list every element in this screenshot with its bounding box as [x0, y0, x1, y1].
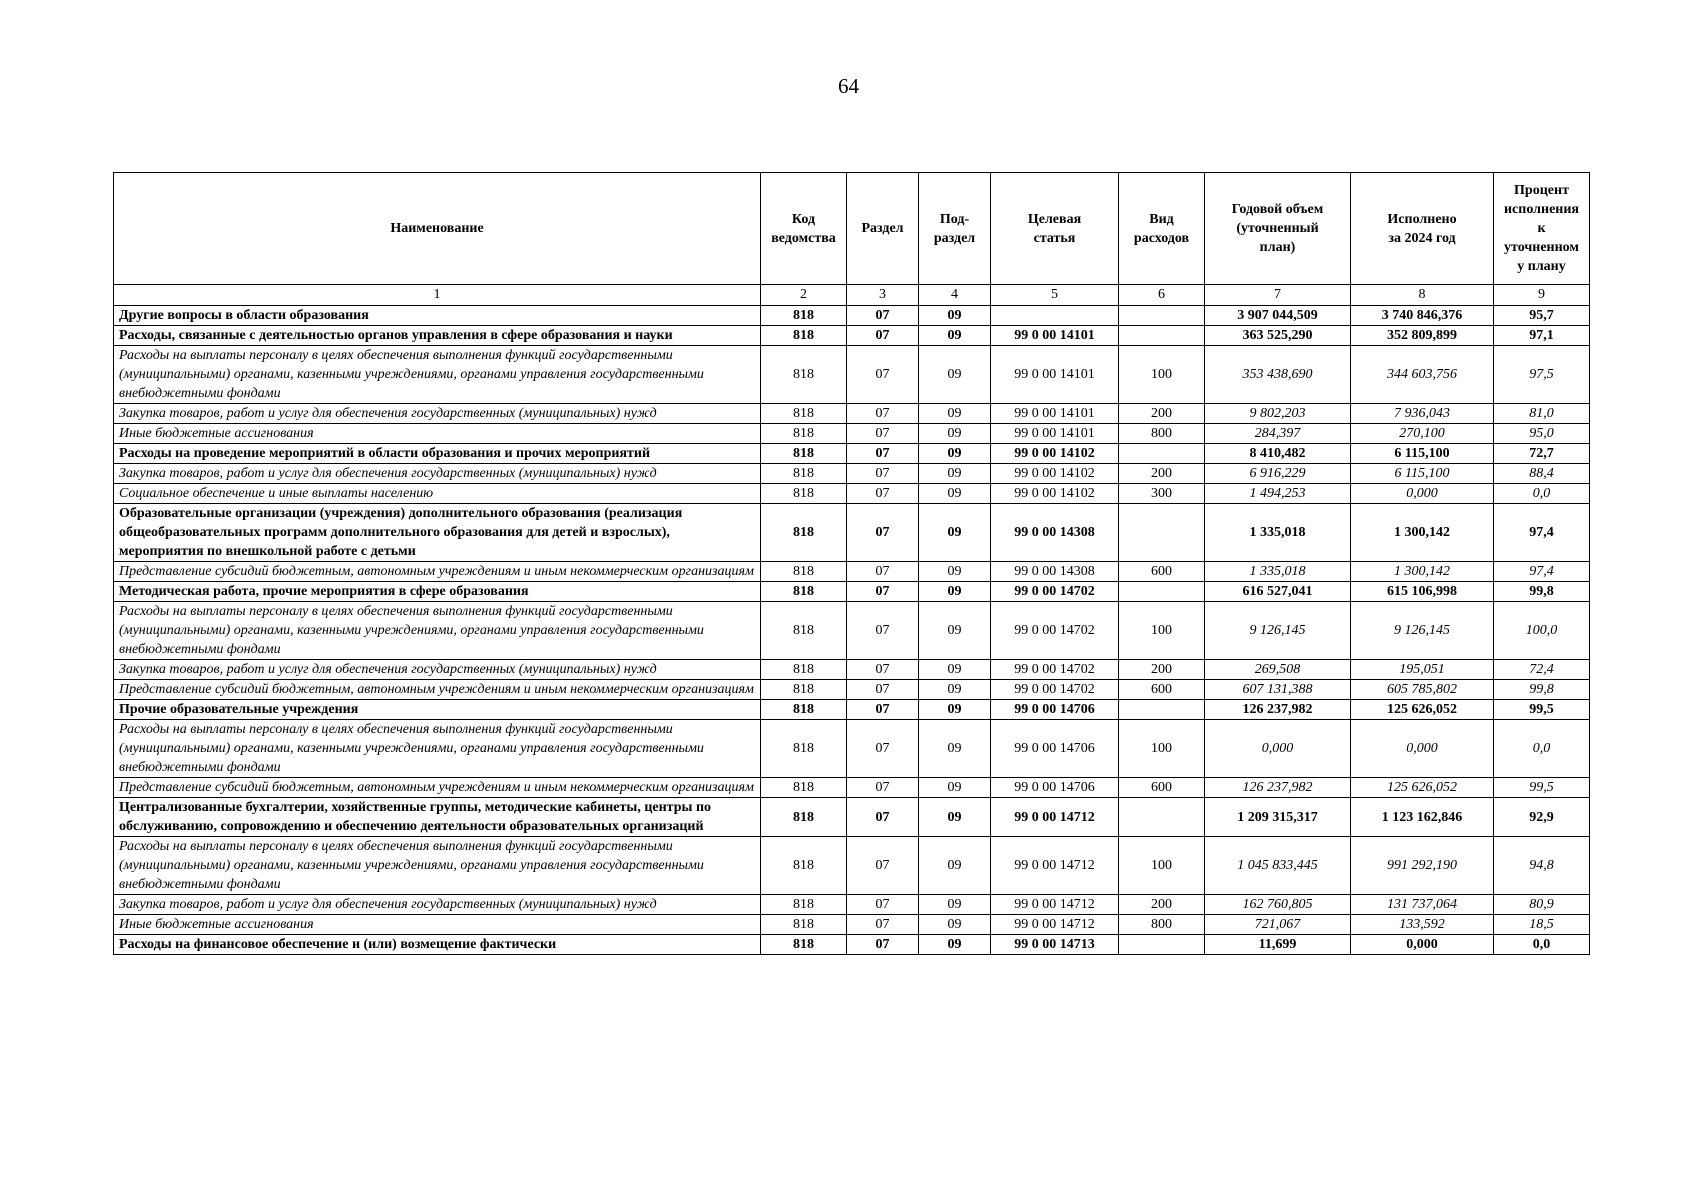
cell-kind [1119, 935, 1205, 955]
cell-subsection: 09 [919, 602, 991, 660]
cell-kind: 600 [1119, 680, 1205, 700]
cell-subsection: 09 [919, 562, 991, 582]
header-percent [1494, 173, 1590, 285]
cell-subsection: 09 [919, 464, 991, 484]
header-line: к [1537, 221, 1546, 236]
cell-percent: 100,0 [1494, 602, 1590, 660]
cell-section: 07 [847, 346, 919, 404]
cell-plan: 9 802,203 [1205, 404, 1351, 424]
cell-executed: 7 936,043 [1351, 404, 1494, 424]
cell-target: 99 0 00 14101 [991, 326, 1119, 346]
cell-percent: 88,4 [1494, 464, 1590, 484]
cell-plan: 1 335,018 [1205, 562, 1351, 582]
cell-section: 07 [847, 700, 919, 720]
cell-kind [1119, 700, 1205, 720]
cell-name: Закупка товаров, работ и услуг для обеспечения государственных (муниципальных) нужд [114, 660, 761, 680]
cell-dept-code: 818 [761, 562, 847, 582]
table-row [114, 444, 1590, 464]
cell-section: 07 [847, 424, 919, 444]
cell-target: 99 0 00 14712 [991, 915, 1119, 935]
cell-percent: 95,7 [1494, 306, 1590, 326]
cell-target: 99 0 00 14308 [991, 504, 1119, 562]
cell-name: Закупка товаров, работ и услуг для обеспечения государственных (муниципальных) нужд [114, 895, 761, 915]
cell-name: Расходы, связанные с деятельностью органов управления в сфере образования и науки [114, 326, 761, 346]
cell-target: 99 0 00 14102 [991, 484, 1119, 504]
cell-subsection: 09 [919, 798, 991, 837]
header-line: Исполнено [1387, 211, 1457, 227]
cell-section: 07 [847, 660, 919, 680]
cell-subsection: 09 [919, 326, 991, 346]
cell-plan: 3 907 044,509 [1205, 306, 1351, 326]
table-row [114, 504, 1590, 562]
header-line: план) [1259, 240, 1296, 255]
cell-kind [1119, 798, 1205, 837]
column-number: 5 [991, 285, 1119, 306]
cell-percent: 0,0 [1494, 720, 1590, 778]
cell-subsection: 09 [919, 700, 991, 720]
table-body [114, 306, 1590, 955]
cell-plan: 8 410,482 [1205, 444, 1351, 464]
cell-subsection: 09 [919, 484, 991, 504]
cell-section: 07 [847, 562, 919, 582]
table-row [114, 346, 1590, 404]
cell-subsection: 09 [919, 720, 991, 778]
cell-subsection: 09 [919, 660, 991, 680]
cell-dept-code: 818 [761, 720, 847, 778]
cell-percent: 95,0 [1494, 424, 1590, 444]
header-line: раздел [933, 230, 976, 246]
cell-target: 99 0 00 14702 [991, 602, 1119, 660]
cell-target [991, 306, 1119, 326]
cell-kind [1119, 306, 1205, 326]
header-line: расходов [1133, 230, 1190, 246]
cell-executed: 125 626,052 [1351, 700, 1494, 720]
cell-target: 99 0 00 14702 [991, 582, 1119, 602]
table-row [114, 484, 1590, 504]
cell-subsection: 09 [919, 680, 991, 700]
cell-name: Представление субсидий бюджетным, автономным учреждениям и иным некоммерческим организациям [114, 680, 761, 700]
cell-executed: 1 300,142 [1351, 562, 1494, 582]
cell-section: 07 [847, 837, 919, 895]
cell-percent: 97,4 [1494, 562, 1590, 582]
header-annual-plan [1205, 173, 1351, 285]
cell-subsection: 09 [919, 306, 991, 326]
cell-section: 07 [847, 444, 919, 464]
cell-section: 07 [847, 798, 919, 837]
cell-target: 99 0 00 14712 [991, 798, 1119, 837]
cell-name: Закупка товаров, работ и услуг для обеспечения государственных (муниципальных) нужд [114, 404, 761, 424]
cell-name: Расходы на выплаты персоналу в целях обеспечения выполнения функций государственными (муниципальными) органами, казенными учреждениями, органами управления государственными внебюджетными фондами [114, 720, 761, 778]
cell-percent: 99,5 [1494, 778, 1590, 798]
cell-executed: 131 737,064 [1351, 895, 1494, 915]
cell-target: 99 0 00 14712 [991, 895, 1119, 915]
cell-executed: 9 126,145 [1351, 602, 1494, 660]
cell-target: 99 0 00 14706 [991, 720, 1119, 778]
table-row [114, 660, 1590, 680]
cell-section: 07 [847, 680, 919, 700]
cell-executed: 6 115,100 [1351, 444, 1494, 464]
table-row [114, 915, 1590, 935]
cell-kind: 200 [1119, 404, 1205, 424]
cell-plan: 616 527,041 [1205, 582, 1351, 602]
cell-name: Расходы на финансовое обеспечение и (или) возмещение фактически [114, 935, 761, 955]
header-line: уточненном [1504, 240, 1579, 255]
table-row [114, 680, 1590, 700]
cell-kind: 600 [1119, 778, 1205, 798]
cell-target: 99 0 00 14712 [991, 837, 1119, 895]
column-number: 9 [1494, 285, 1590, 306]
table-row [114, 464, 1590, 484]
cell-section: 07 [847, 602, 919, 660]
cell-name: Прочие образовательные учреждения [114, 700, 761, 720]
cell-kind [1119, 582, 1205, 602]
header-line: Под- [939, 211, 970, 227]
header-line: исполнения [1503, 202, 1579, 217]
cell-plan: 11,699 [1205, 935, 1351, 955]
cell-section: 07 [847, 895, 919, 915]
table-row [114, 798, 1590, 837]
cell-section: 07 [847, 720, 919, 778]
cell-subsection: 09 [919, 582, 991, 602]
cell-name: Представление субсидий бюджетным, автономным учреждениям и иным некоммерческим организациям [114, 562, 761, 582]
column-number: 3 [847, 285, 919, 306]
cell-plan: 269,508 [1205, 660, 1351, 680]
cell-executed: 615 106,998 [1351, 582, 1494, 602]
header-name: Наименование [114, 173, 761, 285]
cell-subsection: 09 [919, 444, 991, 464]
cell-dept-code: 818 [761, 798, 847, 837]
cell-kind: 600 [1119, 562, 1205, 582]
cell-executed: 133,592 [1351, 915, 1494, 935]
cell-dept-code: 818 [761, 680, 847, 700]
header-line: у плану [1517, 259, 1566, 274]
cell-subsection: 09 [919, 895, 991, 915]
cell-plan: 6 916,229 [1205, 464, 1351, 484]
table-row [114, 404, 1590, 424]
column-number: 4 [919, 285, 991, 306]
cell-subsection: 09 [919, 404, 991, 424]
cell-target: 99 0 00 14706 [991, 778, 1119, 798]
cell-subsection: 09 [919, 778, 991, 798]
cell-dept-code: 818 [761, 444, 847, 464]
cell-percent: 99,8 [1494, 582, 1590, 602]
cell-executed: 991 292,190 [1351, 837, 1494, 895]
cell-percent: 97,5 [1494, 346, 1590, 404]
column-number: 6 [1119, 285, 1205, 306]
column-number: 7 [1205, 285, 1351, 306]
cell-kind [1119, 504, 1205, 562]
cell-percent: 80,9 [1494, 895, 1590, 915]
cell-plan: 1 209 315,317 [1205, 798, 1351, 837]
cell-kind: 100 [1119, 837, 1205, 895]
table-row [114, 602, 1590, 660]
cell-name: Иные бюджетные ассигнования [114, 915, 761, 935]
cell-executed: 195,051 [1351, 660, 1494, 680]
cell-kind [1119, 444, 1205, 464]
cell-executed: 605 785,802 [1351, 680, 1494, 700]
cell-executed: 0,000 [1351, 720, 1494, 778]
cell-name: Закупка товаров, работ и услуг для обеспечения государственных (муниципальных) нужд [114, 464, 761, 484]
cell-section: 07 [847, 404, 919, 424]
cell-executed: 3 740 846,376 [1351, 306, 1494, 326]
cell-percent: 0,0 [1494, 935, 1590, 955]
cell-dept-code: 818 [761, 484, 847, 504]
table-row [114, 306, 1590, 326]
header-line: Вид [1149, 211, 1174, 227]
cell-dept-code: 818 [761, 660, 847, 680]
cell-executed: 352 809,899 [1351, 326, 1494, 346]
header-line: Целевая [1027, 211, 1082, 227]
column-number: 8 [1351, 285, 1494, 306]
cell-dept-code: 818 [761, 935, 847, 955]
cell-kind: 200 [1119, 464, 1205, 484]
cell-target: 99 0 00 14702 [991, 680, 1119, 700]
table-row [114, 935, 1590, 955]
cell-section: 07 [847, 915, 919, 935]
cell-percent: 18,5 [1494, 915, 1590, 935]
cell-percent: 99,5 [1494, 700, 1590, 720]
cell-percent: 72,7 [1494, 444, 1590, 464]
cell-percent: 97,1 [1494, 326, 1590, 346]
cell-name: Иные бюджетные ассигнования [114, 424, 761, 444]
cell-section: 07 [847, 778, 919, 798]
cell-plan: 353 438,690 [1205, 346, 1351, 404]
cell-target: 99 0 00 14102 [991, 464, 1119, 484]
header-line: (уточненный [1236, 221, 1319, 236]
page-number: 64 [838, 74, 859, 98]
header-line: статья [1033, 230, 1076, 246]
header-line: Процент [1514, 183, 1569, 198]
table-row [114, 720, 1590, 778]
cell-name: Другие вопросы в области образования [114, 306, 761, 326]
cell-name: Образовательные организации (учреждения) дополнительного образования (реализация общеобразовательных программ дополнительного образования для детей и взрослых), мероприятия по внешкольной работе с детьми [114, 504, 761, 562]
cell-kind: 800 [1119, 915, 1205, 935]
cell-name: Расходы на выплаты персоналу в целях обеспечения выполнения функций государственными (муниципальными) органами, казенными учреждениями, органами управления государственными внебюджетными фондами [114, 837, 761, 895]
cell-name: Расходы на проведение мероприятий в области образования и прочих мероприятий [114, 444, 761, 464]
cell-plan: 1 494,253 [1205, 484, 1351, 504]
header-target [991, 173, 1119, 285]
header-line: Код [791, 211, 816, 227]
cell-name: Методическая работа, прочие мероприятия в сфере образования [114, 582, 761, 602]
cell-dept-code: 818 [761, 326, 847, 346]
cell-section: 07 [847, 504, 919, 562]
cell-kind: 100 [1119, 720, 1205, 778]
cell-dept-code: 818 [761, 915, 847, 935]
column-number-row [114, 285, 1590, 306]
cell-plan: 721,067 [1205, 915, 1351, 935]
cell-plan: 1 045 833,445 [1205, 837, 1351, 895]
cell-kind: 300 [1119, 484, 1205, 504]
cell-plan: 9 126,145 [1205, 602, 1351, 660]
cell-section: 07 [847, 306, 919, 326]
cell-percent: 81,0 [1494, 404, 1590, 424]
cell-plan: 607 131,388 [1205, 680, 1351, 700]
cell-name: Представление субсидий бюджетным, автономным учреждениям и иным некоммерческим организациям [114, 778, 761, 798]
cell-name: Социальное обеспечение и иные выплаты населению [114, 484, 761, 504]
cell-percent: 72,4 [1494, 660, 1590, 680]
header-dept-code [761, 173, 847, 285]
cell-subsection: 09 [919, 504, 991, 562]
cell-percent: 99,8 [1494, 680, 1590, 700]
cell-kind [1119, 326, 1205, 346]
cell-kind: 100 [1119, 602, 1205, 660]
header-subsection [919, 173, 991, 285]
cell-section: 07 [847, 935, 919, 955]
cell-plan: 1 335,018 [1205, 504, 1351, 562]
cell-executed: 1 300,142 [1351, 504, 1494, 562]
cell-subsection: 09 [919, 837, 991, 895]
cell-target: 99 0 00 14308 [991, 562, 1119, 582]
header-kind [1119, 173, 1205, 285]
cell-kind: 200 [1119, 660, 1205, 680]
cell-percent: 97,4 [1494, 504, 1590, 562]
cell-subsection: 09 [919, 346, 991, 404]
table-row [114, 895, 1590, 915]
cell-executed: 125 626,052 [1351, 778, 1494, 798]
cell-dept-code: 818 [761, 404, 847, 424]
table-row [114, 424, 1590, 444]
cell-target: 99 0 00 14101 [991, 424, 1119, 444]
cell-dept-code: 818 [761, 424, 847, 444]
cell-section: 07 [847, 484, 919, 504]
cell-executed: 0,000 [1351, 935, 1494, 955]
cell-dept-code: 818 [761, 895, 847, 915]
table-row [114, 778, 1590, 798]
header-line: Годовой объем [1231, 202, 1324, 217]
table-row [114, 700, 1590, 720]
cell-dept-code: 818 [761, 346, 847, 404]
cell-executed: 344 603,756 [1351, 346, 1494, 404]
cell-plan: 363 525,290 [1205, 326, 1351, 346]
header-line: за 2024 год [1388, 230, 1456, 246]
header-executed [1351, 173, 1494, 285]
cell-subsection: 09 [919, 915, 991, 935]
cell-plan: 162 760,805 [1205, 895, 1351, 915]
cell-plan: 126 237,982 [1205, 700, 1351, 720]
cell-executed: 1 123 162,846 [1351, 798, 1494, 837]
cell-plan: 126 237,982 [1205, 778, 1351, 798]
column-number: 1 [114, 285, 761, 306]
header-line: ведомства [771, 230, 836, 246]
table-row [114, 582, 1590, 602]
column-number: 2 [761, 285, 847, 306]
table-row [114, 326, 1590, 346]
cell-target: 99 0 00 14713 [991, 935, 1119, 955]
budget-table [113, 172, 1590, 955]
cell-target: 99 0 00 14101 [991, 346, 1119, 404]
cell-percent: 94,8 [1494, 837, 1590, 895]
cell-section: 07 [847, 582, 919, 602]
cell-dept-code: 818 [761, 504, 847, 562]
cell-section: 07 [847, 464, 919, 484]
cell-name: Расходы на выплаты персоналу в целях обеспечения выполнения функций государственными (муниципальными) органами, казенными учреждениями, органами управления государственными внебюджетными фондами [114, 346, 761, 404]
cell-target: 99 0 00 14702 [991, 660, 1119, 680]
cell-section: 07 [847, 326, 919, 346]
cell-target: 99 0 00 14706 [991, 700, 1119, 720]
cell-percent: 92,9 [1494, 798, 1590, 837]
cell-dept-code: 818 [761, 602, 847, 660]
cell-executed: 0,000 [1351, 484, 1494, 504]
cell-subsection: 09 [919, 935, 991, 955]
cell-plan: 284,397 [1205, 424, 1351, 444]
cell-name: Централизованные бухгалтерии, хозяйственные группы, методические кабинеты, центры по обслуживанию, сопровождению и обеспечению деятельности образовательных организаций [114, 798, 761, 837]
cell-target: 99 0 00 14101 [991, 404, 1119, 424]
cell-target: 99 0 00 14102 [991, 444, 1119, 464]
cell-percent: 0,0 [1494, 484, 1590, 504]
cell-dept-code: 818 [761, 306, 847, 326]
cell-kind: 100 [1119, 346, 1205, 404]
cell-kind: 800 [1119, 424, 1205, 444]
cell-subsection: 09 [919, 424, 991, 444]
cell-executed: 270,100 [1351, 424, 1494, 444]
cell-plan: 0,000 [1205, 720, 1351, 778]
table-row [114, 562, 1590, 582]
cell-dept-code: 818 [761, 778, 847, 798]
cell-dept-code: 818 [761, 464, 847, 484]
header-row [114, 173, 1590, 285]
table-row [114, 837, 1590, 895]
header-section: Раздел [847, 173, 919, 285]
cell-dept-code: 818 [761, 582, 847, 602]
cell-dept-code: 818 [761, 700, 847, 720]
cell-dept-code: 818 [761, 837, 847, 895]
cell-name: Расходы на выплаты персоналу в целях обеспечения выполнения функций государственными (муниципальными) органами, казенными учреждениями, органами управления государственными внебюджетными фондами [114, 602, 761, 660]
cell-kind: 200 [1119, 895, 1205, 915]
cell-executed: 6 115,100 [1351, 464, 1494, 484]
